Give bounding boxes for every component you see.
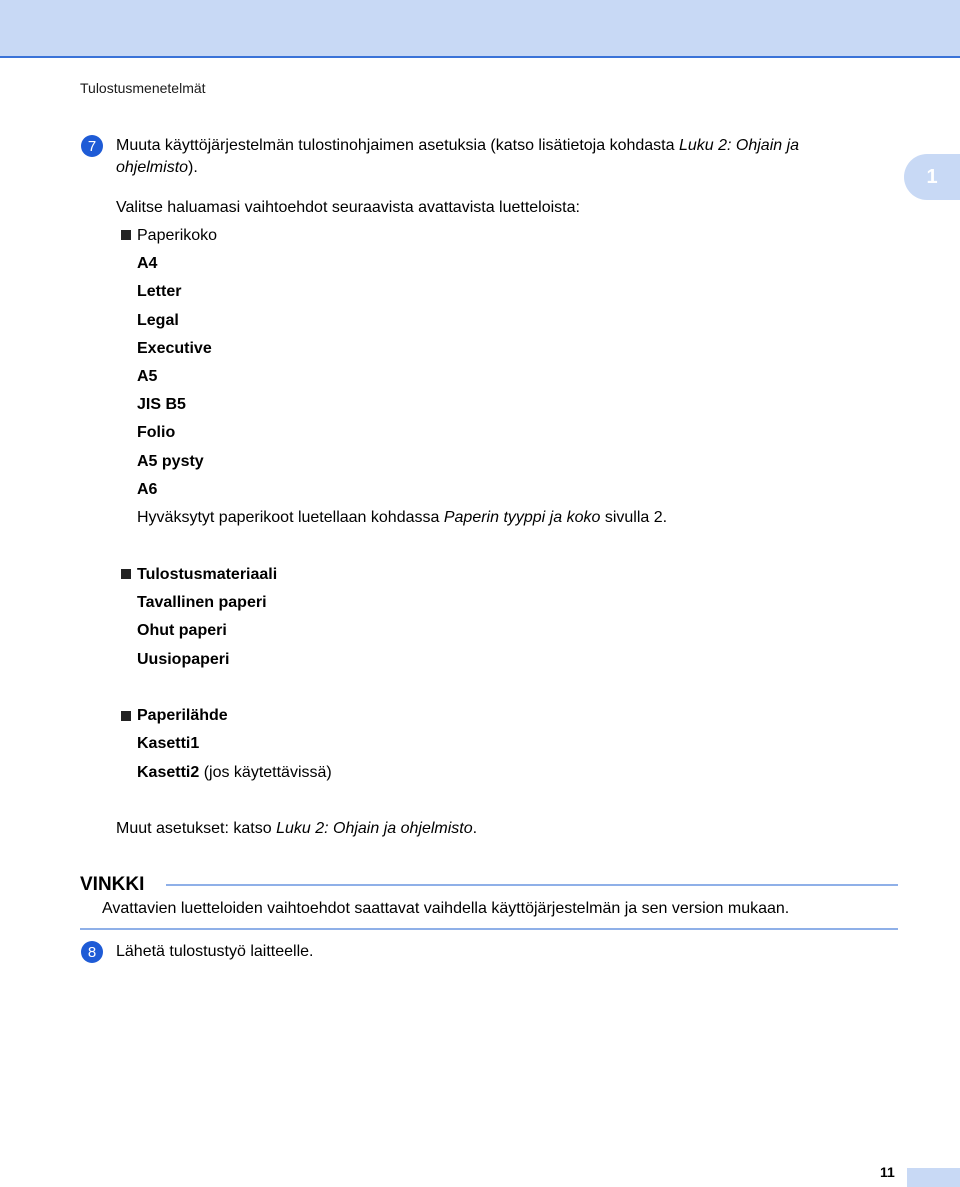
media-type-item: Uusiopaperi — [137, 651, 230, 668]
paper-size-item: A6 — [137, 481, 158, 498]
paper-source-item: Kasetti1 — [137, 735, 200, 752]
intro-text: Valitse haluamasi vaihtoehdot seuraavista avattavista luetteloista: — [116, 199, 580, 216]
paper-size-note-ref: Paperin tyyppi ja koko — [443, 509, 601, 526]
step-7-text-after: ). — [188, 159, 198, 176]
other-settings-ref: Luku 2: Ohjain ja ohjelmisto — [276, 820, 473, 837]
other-settings-text — [116, 818, 477, 840]
chapter-tab: 1 — [904, 154, 960, 200]
paper-size-heading: Paperikoko — [137, 227, 218, 244]
paper-size-item: A5 pysty — [137, 453, 204, 470]
vinkki-title: VINKKI — [80, 874, 145, 895]
other-settings-before: Muut asetukset: katso — [116, 820, 277, 837]
step-8-text: Lähetä tulostustyö laitteelle. — [116, 943, 314, 960]
paper-size-note-before: Hyväksytyt paperikoot luetellaan kohdassa — [137, 509, 444, 526]
vinkki-rule — [166, 884, 898, 886]
paper-size-note-after: sivulla 2. — [600, 509, 668, 526]
paper-size-item: Legal — [137, 312, 179, 329]
footer-tab — [907, 1168, 960, 1187]
paper-size-note — [137, 507, 667, 529]
media-type-item: Ohut paperi — [137, 622, 227, 639]
media-type-item: Tavallinen paperi — [137, 594, 267, 611]
paper-size-item: A5 — [137, 368, 158, 385]
paper-size-item: JIS B5 — [137, 396, 186, 413]
bullet-square-icon — [121, 711, 131, 721]
paper-source-item-2-note: (jos käytettävissä) — [199, 764, 332, 781]
bullet-square-icon — [121, 230, 131, 240]
header-band — [0, 0, 960, 56]
paper-size-item: A4 — [137, 255, 158, 272]
paper-size-item: Letter — [137, 283, 182, 300]
running-head: Tulostusmenetelmät — [80, 80, 206, 96]
vinkki-text: Avattavien luetteloiden vaihtoehdot saattavat vaihdella käyttöjärjestelmän ja sen version mukaan. — [102, 900, 790, 917]
step-7-text — [116, 135, 876, 179]
page-number: 11 — [880, 1164, 895, 1180]
paper-size-item: Folio — [137, 424, 176, 441]
step-7-ref-1: Luku 2: Ohjain ja — [678, 137, 800, 154]
step-7-text-before: Muuta käyttöjärjestelmän tulostinohjaimen asetuksia (katso lisätietoja kohdasta — [116, 137, 679, 154]
paper-size-item: Executive — [137, 340, 212, 357]
media-type-heading: Tulostusmateriaali — [137, 566, 278, 583]
header-rule — [0, 56, 960, 58]
paper-source-heading: Paperilähde — [137, 707, 228, 724]
paper-source-item — [137, 762, 332, 784]
bullet-square-icon — [121, 569, 131, 579]
step-7-ref-2: ohjelmisto — [116, 159, 189, 176]
vinkki-bottom-rule — [80, 928, 898, 930]
other-settings-after: . — [472, 820, 478, 837]
paper-source-item-2-bold: Kasetti2 — [137, 764, 200, 781]
step-7-badge: 7 — [81, 135, 103, 157]
step-8-badge: 8 — [81, 941, 103, 963]
